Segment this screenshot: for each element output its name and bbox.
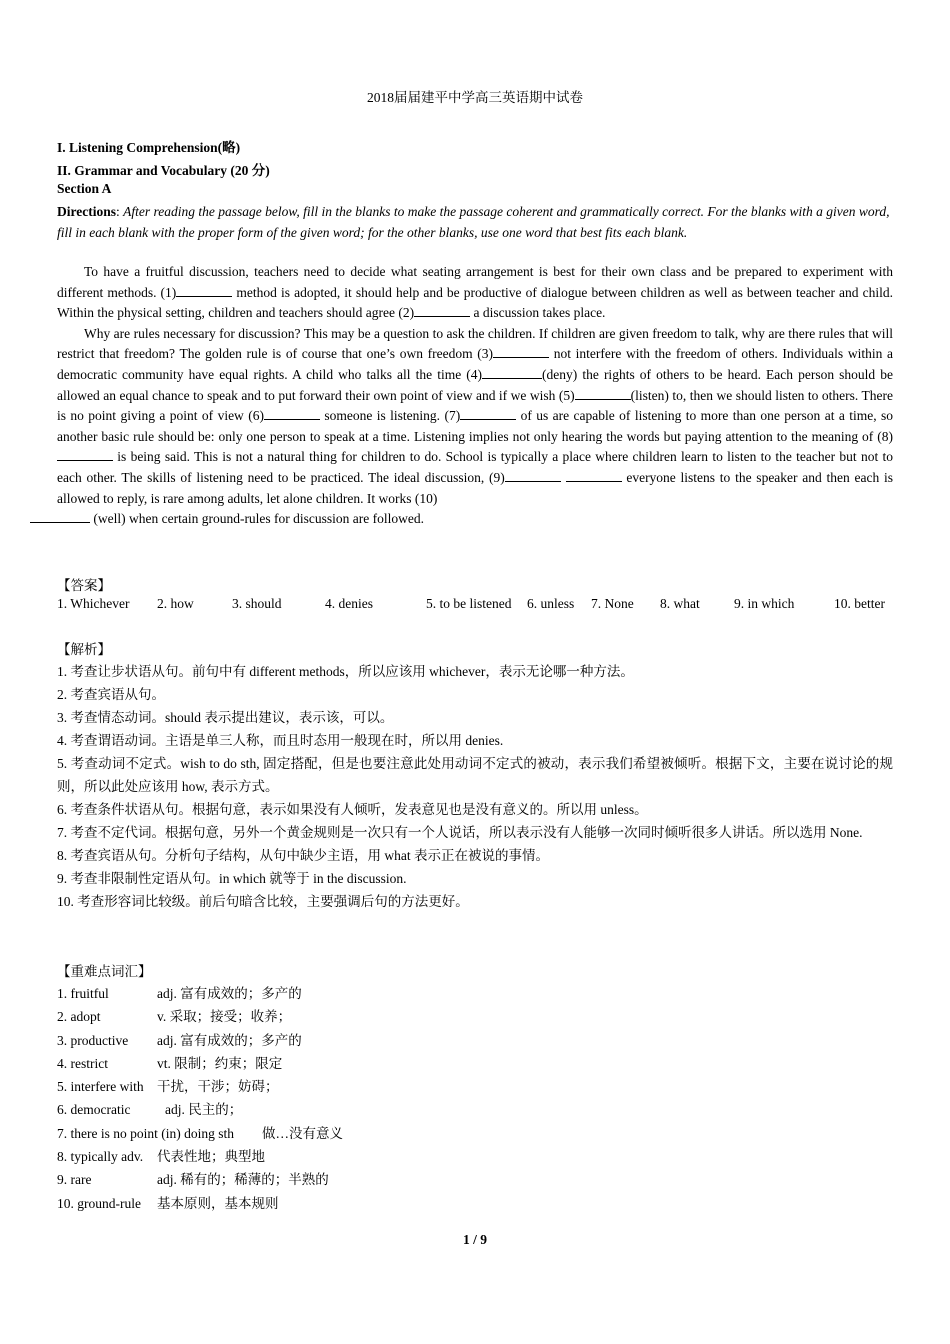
vocab-term: 8. typically adv. bbox=[57, 1149, 144, 1165]
passage-text: Why are rules necessary for discussion? This may be a question to ask the children. If children are given freedom to talk, why are there rules that will restrict that freedom? The golden rule is of course that one’s own freedom (3) bbox=[57, 325, 893, 362]
analysis-item: 7. 考查不定代词。根据句意，另外一个黄金规则是一次只有一个人说话，所以表示没有人能够一次同时倾听很多人讲话。所以选用 None. bbox=[57, 825, 863, 840]
passage-text: (deny) the rights of others to be heard. Each person should be allowed an equal chance to speak and to put forward their own point of view and if we wish (5) bbox=[57, 366, 894, 403]
answer-item: 8. what bbox=[660, 596, 700, 611]
heading-section-a: Section A bbox=[57, 181, 112, 196]
vocab-term: 3. productive bbox=[57, 1032, 129, 1048]
passage-text: is being said. This is not a natural thing for children to do. School is typically a place where children learn to listen to the teacher but not to each other. The skills of listening need to be practiced. The ideal discussion, (9) bbox=[57, 449, 893, 485]
analysis-item: 10. 考查形容词比较级。前后句暗含比较，主要强调后句的方法更好。 bbox=[57, 894, 469, 909]
vocab-def: adj. 富有成效的；多产的 bbox=[157, 1032, 302, 1048]
vocab-row bbox=[57, 1029, 893, 1052]
passage-text: method is adopted, it should help and be productive of dialogue between children as well as between teacher and child. Within the physical setting, children and teachers should agree (2) bbox=[57, 284, 894, 321]
vocab-def: adj. 民主的； bbox=[165, 1102, 243, 1118]
answer-item: 7. None bbox=[591, 596, 634, 611]
vocab-row bbox=[57, 1145, 893, 1168]
vocab-row bbox=[57, 1192, 893, 1215]
heading-grammar: II. Grammar and Vocabulary (20 分) bbox=[57, 163, 270, 178]
answer-item: 4. denies bbox=[325, 596, 373, 611]
analysis-item: 3. 考查情态动词。should 表示提出建议，表示该，可以。 bbox=[57, 710, 394, 725]
directions-text: After reading the passage below, fill in the blanks to make the passage coherent and grammatically correct. For the blanks with a given word, fill in each blank with the proper form of the given word; for the other blanks, use one word that best fits each blank. bbox=[57, 204, 890, 240]
blank-6[interactable] bbox=[264, 407, 320, 420]
vocab-def: adj. 稀有的；稀薄的；半熟的 bbox=[157, 1172, 329, 1188]
passage-text: (listen) to, then we should listen to others. There is no point giving a point of view (6) bbox=[57, 387, 894, 424]
answer-item: 5. to be listened bbox=[426, 596, 512, 611]
vocab-term: 9. rare bbox=[57, 1172, 92, 1188]
vocab-def: 基本原则，基本规则 bbox=[157, 1195, 279, 1211]
vocab-term: 10. ground-rule bbox=[57, 1195, 141, 1211]
analysis-heading: 【解析】 bbox=[57, 642, 111, 657]
vocab-term: 1. fruitful bbox=[57, 986, 109, 1001]
answer-item: 2. how bbox=[157, 596, 194, 611]
passage bbox=[57, 262, 893, 530]
vocab-def: adj. 富有成效的；多产的 bbox=[157, 986, 302, 1001]
vocab-def: 干扰，干涉；妨碍； bbox=[157, 1079, 279, 1095]
blank-8[interactable] bbox=[57, 448, 113, 461]
analysis-list bbox=[57, 660, 893, 913]
blank-3[interactable] bbox=[493, 345, 549, 358]
passage-text: everyone listens to the speaker and then each is allowed to reply, is rare among adults, let alone children. It works (10) bbox=[57, 469, 894, 506]
analysis-item: 4. 考查谓语动词。主语是单三人称，而且时态用一般现在时，所以用 denies. bbox=[57, 733, 504, 748]
answer-item: 9. in which bbox=[734, 596, 795, 611]
blank-9b[interactable] bbox=[566, 469, 622, 482]
blank-10[interactable] bbox=[30, 510, 90, 523]
vocab-heading: 【重难点词汇】 bbox=[57, 964, 152, 979]
blank-9a[interactable] bbox=[505, 469, 561, 482]
passage-paragraph-2 bbox=[57, 324, 893, 530]
passage-text: not interfere with the freedom of others. Individuals within a democratic community have equal rights. A child who talks all the time (4) bbox=[57, 346, 893, 382]
page-title: 2018届届建平中学高三英语期中试卷 bbox=[367, 90, 583, 105]
answer-item: 10. better bbox=[834, 596, 885, 611]
passage-text: To have a fruitful discussion, teachers need to decide what seating arrangement is best for their own class and be prepared to experiment with different methods. (1) bbox=[57, 264, 893, 300]
analysis-item: 8. 考查宾语从句。分析句子结构，从句中缺少主语，用 what 表示正在被说的事情。 bbox=[57, 848, 549, 863]
vocab-term: 6. democratic bbox=[57, 1102, 131, 1118]
vocab-term: 2. adopt bbox=[57, 1009, 101, 1025]
answer-item: 6. unless bbox=[527, 596, 575, 611]
blank-5[interactable] bbox=[575, 387, 631, 400]
vocab-row bbox=[57, 982, 893, 1005]
directions-label: Directions bbox=[57, 204, 116, 219]
blank-1[interactable] bbox=[176, 284, 232, 297]
vocab-def: v. 采取；接受；收养； bbox=[157, 1009, 292, 1025]
analysis-item: 6. 考查条件状语从句。根据句意，表示如果没有人倾听，发表意见也是没有意义的。所以用 unless。 bbox=[57, 802, 648, 817]
vocab-def: 代表性地；典型地 bbox=[157, 1149, 265, 1165]
vocab-term: 5. interfere with bbox=[57, 1079, 144, 1095]
directions: Directions: After reading the passage below, fill in the blanks to make the passage coherent and grammatically correct. For the blanks with a given word, fill in each blank with the proper form of the given word; for the other blanks, use one word that best fits each blank. bbox=[57, 204, 890, 240]
page-number: 1 / 9 bbox=[462, 1232, 487, 1247]
vocab-row bbox=[57, 1075, 893, 1098]
heading-listening: I. Listening Comprehension(略) bbox=[57, 140, 241, 155]
answer-item: 3. should bbox=[232, 596, 282, 611]
analysis-item: 1. 考查让步状语从句。前句中有 different methods，所以应该用 whichever，表示无论哪一种方法。 bbox=[57, 664, 634, 679]
vocab-row bbox=[57, 1098, 893, 1121]
analysis-item: 5. 考查动词不定式。wish to do sth, 固定搭配，但是也要注意此处用动词不定式的被动，表示我们希望被倾听。根据下文，主要在说讨论的规则，所以此处应该用 how, 表示方式。 bbox=[57, 756, 893, 794]
vocab-row bbox=[57, 1168, 893, 1191]
passage-paragraph-1 bbox=[57, 262, 893, 324]
vocab-term: 7. there is no point (in) doing sth bbox=[57, 1125, 234, 1141]
blank-2[interactable] bbox=[414, 304, 470, 317]
vocab-def: 做…没有意义 bbox=[262, 1125, 343, 1141]
vocab-row bbox=[57, 1005, 893, 1028]
analysis-item: 9. 考查非限制性定语从句。in which 就等于 in the discussion. bbox=[57, 871, 407, 886]
blank-4[interactable] bbox=[482, 366, 542, 379]
vocab-list bbox=[57, 982, 893, 1215]
passage-text: someone is listening. (7) bbox=[319, 408, 461, 424]
vocab-row bbox=[57, 1052, 893, 1075]
vocab-def: vt. 限制；约束；限定 bbox=[157, 1055, 283, 1071]
passage-text: (well) when certain ground-rules for discussion are followed. bbox=[90, 511, 425, 527]
answer-item: 1. Whichever bbox=[57, 596, 130, 611]
passage-text: of us are capable of listening to more than one person at a time, so another basic rule should be: only one person to speak at a time. Listening implies not only hearing the words but paying attention to the meaning of (8) bbox=[57, 408, 894, 444]
answer-heading: 【答案】 bbox=[57, 578, 111, 593]
passage-text: a discussion takes place. bbox=[470, 305, 606, 321]
blank-7[interactable] bbox=[460, 407, 516, 420]
analysis-item: 2. 考查宾语从句。 bbox=[57, 687, 165, 702]
vocab-row bbox=[57, 1122, 893, 1145]
vocab-term: 4. restrict bbox=[57, 1055, 108, 1071]
